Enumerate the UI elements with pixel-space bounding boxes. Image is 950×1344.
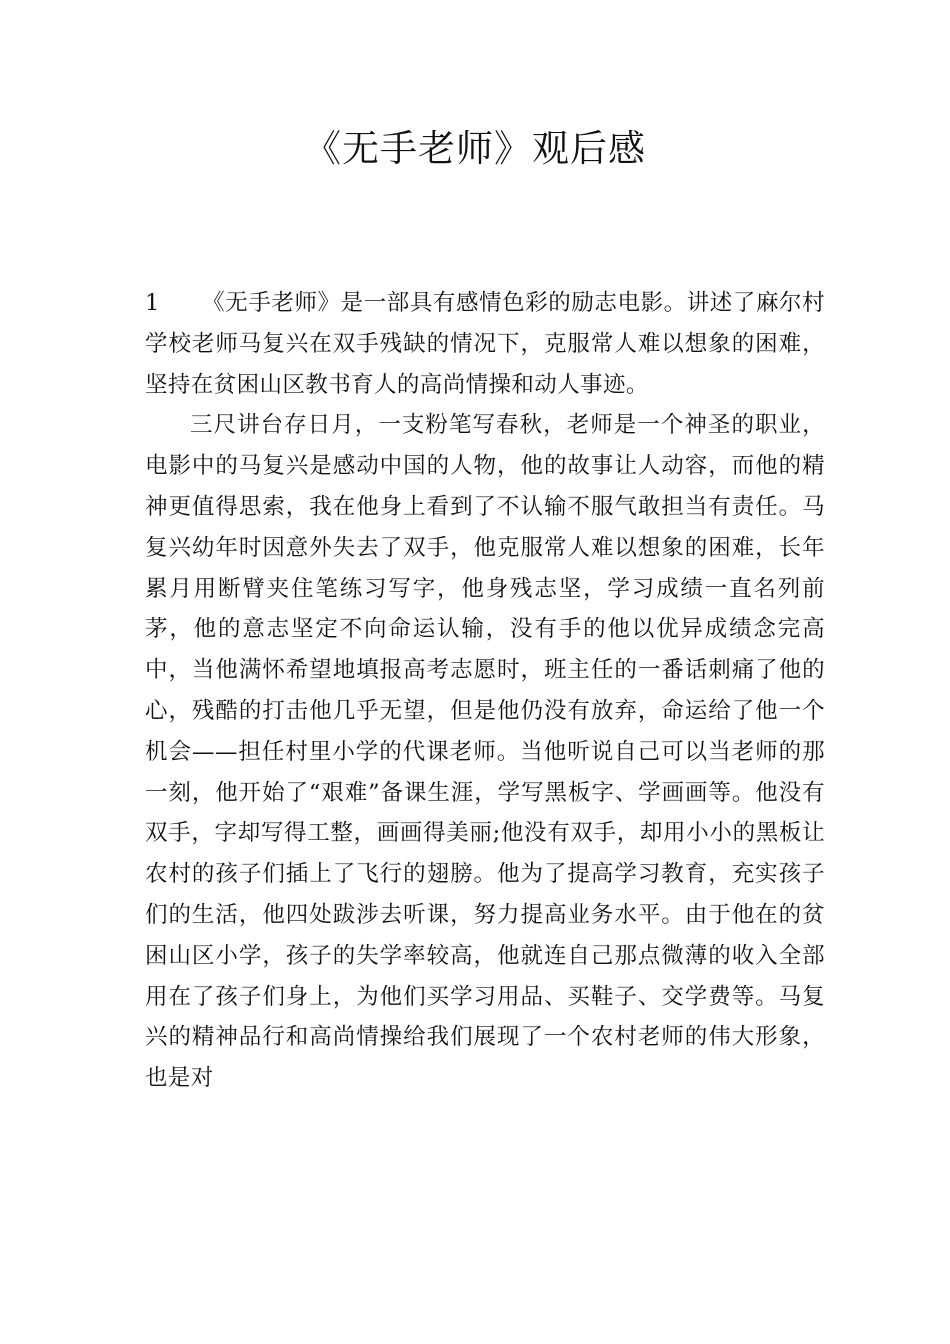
paragraph-1-text: 《无手老师》是一部具有感情色彩的励志电影。讲述了麻尔村学校老师马复兴在双手残缺的情况下，克服常人难以想象的困难，坚持在贫困山区教书育人的高尚情操和动人事迹。 [145, 290, 825, 398]
paragraph-number: 1 [145, 290, 160, 316]
document-title: 《无手老师》观后感 [304, 127, 646, 170]
paragraph-1 [145, 283, 825, 405]
paragraph-2 [145, 405, 825, 1099]
paragraph-2-text: 三尺讲台存日月，一支粉笔写春秋，老师是一个神圣的职业，电影中的马复兴是感动中国的人物，他的故事让人动容，而他的精神更值得思索，我在他身上看到了不认输不服气敢担当有责任。马复兴幼年时因意外失去了双手，他克服常人难以想象的困难，长年累月用断臂夹住笔练习写字，他身残志坚，学习成绩一直名列前茅，他的意志坚定不向命运认输，没有手的他以优异成绩念完高中，当他满怀希望地填报高考志愿时，班主任的一番话刺痛了他的心，残酷的打击他几乎无望，但是他仍没有放弃，命运给了他一个机会——担任村里小学的代课老师。当他听说自己可以当老师的那一刻，他开始了“艰难”备课生涯，学写黑板字、学画画等。他没有双手，字却写得工整，画画得美丽;他没有双手，却用小小的黑板让农村的孩子们插上了飞行的翅膀。他为了提高学习教育，充实孩子们的生活，他四处跋涉去听课，努力提高业务水平。由于他在的贫困山区小学，孩子的失学率较高，他就连自己那点微薄的收入全部用在了孩子们身上，为他们买学习用品、买鞋子、交学费等。马复兴的精神品行和高尚情操给我们展现了一个农村老师的伟大形象，也是对 [145, 412, 825, 1092]
document-body [145, 283, 825, 1099]
